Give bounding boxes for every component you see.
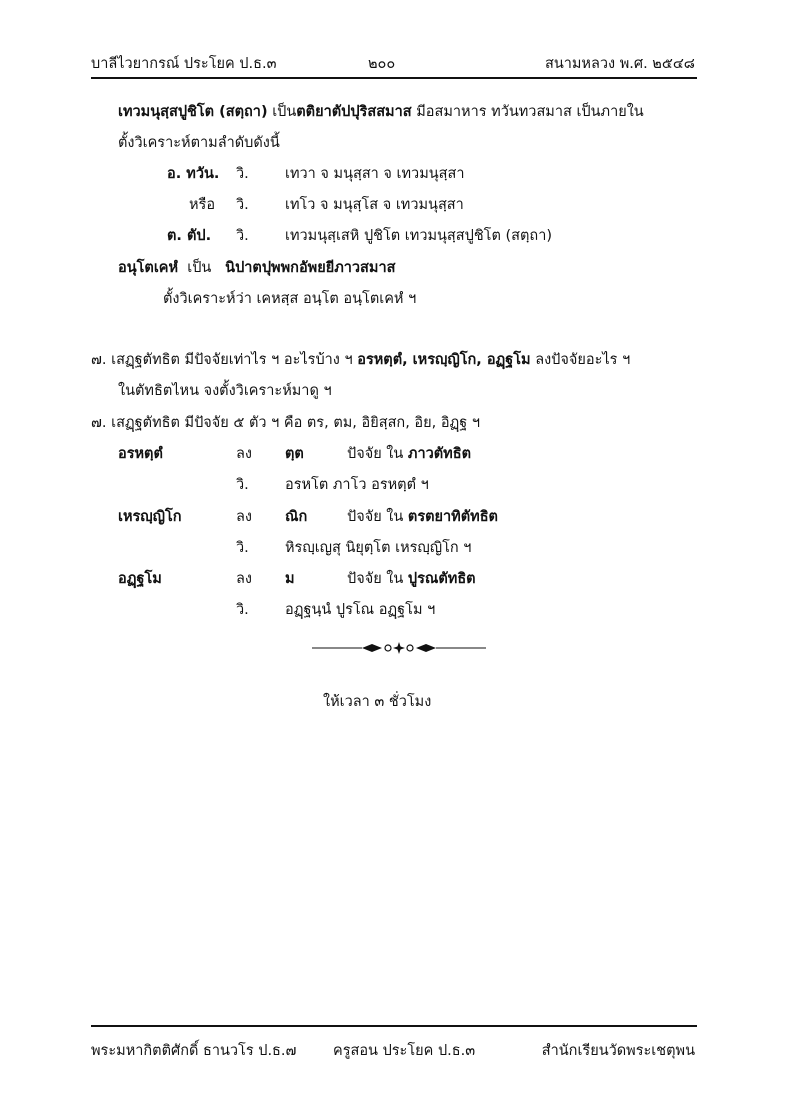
anuto-pen: เป็น bbox=[187, 260, 212, 276]
row3-label: ต. ตัป. bbox=[167, 228, 212, 244]
row2-label: หรือ bbox=[189, 197, 216, 213]
answer1-vi: วิ. bbox=[236, 477, 249, 493]
section1-line2: ตั้งวิเคราะห์ตามลำดับดังนี้ bbox=[118, 135, 280, 151]
answer2-analysis: หิรญฺเญสุ นิยุตฺโต เหรญฺญิโก ฯ bbox=[285, 540, 472, 556]
answer3-taddhita: ปูรณตัทธิต bbox=[407, 571, 476, 587]
answer-intro: ๗. เสฏฺฐตัทธิต มีปัจจัย ๕ ตัว ฯ คือ ตร, ตม, อิยิสฺสก, อิย, อิฏฺฐ ฯ bbox=[91, 415, 481, 431]
answer1-pj-text: ปัจจัย ใน bbox=[347, 446, 404, 462]
anuto-type: นิปาตปุพพกอัพยยีภาวสมาส bbox=[225, 260, 396, 276]
compound-word: เทวมนุสฺสปูชิโต (สตฺถา) bbox=[118, 104, 268, 120]
row1-text: เทวา จ มนุสฺสา จ เทวมนุสฺสา bbox=[285, 166, 465, 182]
answer2-vi: วิ. bbox=[236, 540, 249, 556]
answer3-suffix: ม bbox=[285, 571, 295, 587]
question-line1 bbox=[91, 348, 630, 371]
answer3-pj-text: ปัจจัย ใน bbox=[347, 571, 404, 587]
anuto-word: อนุโตเคหํ bbox=[118, 260, 179, 276]
answer2-taddhita: ตรตยาทิตัทธิต bbox=[407, 509, 498, 525]
text-pen: เป็น bbox=[272, 104, 297, 120]
answer3-pj bbox=[347, 567, 476, 590]
section1-line1 bbox=[118, 100, 644, 123]
anuto-line1 bbox=[118, 256, 395, 279]
footer-center: ครูสอน ประโยค ป.ธ.๓ bbox=[333, 1043, 476, 1059]
footer-rule bbox=[91, 1025, 697, 1027]
question-part2: ลงปัจจัยอะไร ฯ bbox=[535, 352, 631, 368]
compound-type: ตติยาตัปปุริสสมาส bbox=[296, 104, 412, 120]
answer2-suffix: ณิก bbox=[285, 509, 308, 525]
row2-text: เทโว จ มนุสฺโส จ เทวมนุสฺสา bbox=[285, 197, 464, 213]
answer2-pj bbox=[347, 505, 498, 528]
time-note: ให้เวลา ๓ ชั่วโมง bbox=[323, 694, 432, 710]
answer3-long: ลง bbox=[236, 571, 252, 587]
header-left: บาลีไวยากรณ์ ประโยค ป.ธ.๓ bbox=[91, 56, 277, 72]
header-rule bbox=[91, 77, 697, 79]
row3-text: เทวมนุสฺเสหิ ปูชิโต เทวมนุสฺสปูชิโต (สตฺถา) bbox=[285, 228, 552, 244]
question-line2: ในตัทธิตไหน จงตั้งวิเคราะห์มาดู ฯ bbox=[118, 383, 332, 399]
row2-vi: วิ. bbox=[236, 197, 249, 213]
answer3-analysis: อฏฺฐนฺนํ ปูรโณ อฏฺฐโม ฯ bbox=[285, 602, 436, 618]
answer2-word: เหรญฺญิโก bbox=[118, 509, 182, 525]
answer1-long: ลง bbox=[236, 446, 252, 462]
footer-right: สำนักเรียนวัดพระเชตุพน bbox=[541, 1043, 695, 1059]
answer1-pj bbox=[347, 442, 471, 465]
answer3-vi: วิ. bbox=[236, 602, 249, 618]
footer-left: พระมหากิตติศักดิ์ ธานวโร ป.ธ.๗ bbox=[91, 1043, 297, 1059]
ornament-divider bbox=[312, 640, 486, 656]
answer2-long: ลง bbox=[236, 509, 252, 525]
compound-detail: มีอสมาหาร ทวันทวสมาส เป็นภายใน bbox=[416, 104, 644, 120]
question-part1: ๗. เสฏฺฐตัทธิต มีปัจจัยเท่าไร ฯ อะไรบ้าง ฯ bbox=[91, 352, 353, 368]
question-words: อรหตฺตํ, เหรญฺญิโก, อฏฺฐโม bbox=[357, 352, 531, 368]
answer1-analysis: อรหโต ภาโว อรหตฺตํ ฯ bbox=[285, 477, 429, 493]
answer1-taddhita: ภาวตัทธิต bbox=[407, 446, 471, 462]
answer2-pj-text: ปัจจัย ใน bbox=[347, 509, 404, 525]
answer3-word: อฏฺฐโม bbox=[118, 571, 162, 587]
row1-label: อ. ทวัน. bbox=[167, 166, 220, 182]
anuto-line2: ตั้งวิเคราะห์ว่า เคหสฺส อนฺโต อนฺโตเคหํ ฯ bbox=[163, 291, 417, 307]
page-number: ๒๐๐ bbox=[368, 56, 396, 72]
answer1-word: อรหตฺตํ bbox=[118, 446, 163, 462]
header-right: สนามหลวง พ.ศ. ๒๕๔๘ bbox=[544, 56, 695, 72]
answer1-suffix: ตฺต bbox=[285, 446, 304, 462]
row1-vi: วิ. bbox=[236, 166, 249, 182]
row3-vi: วิ. bbox=[236, 228, 249, 244]
